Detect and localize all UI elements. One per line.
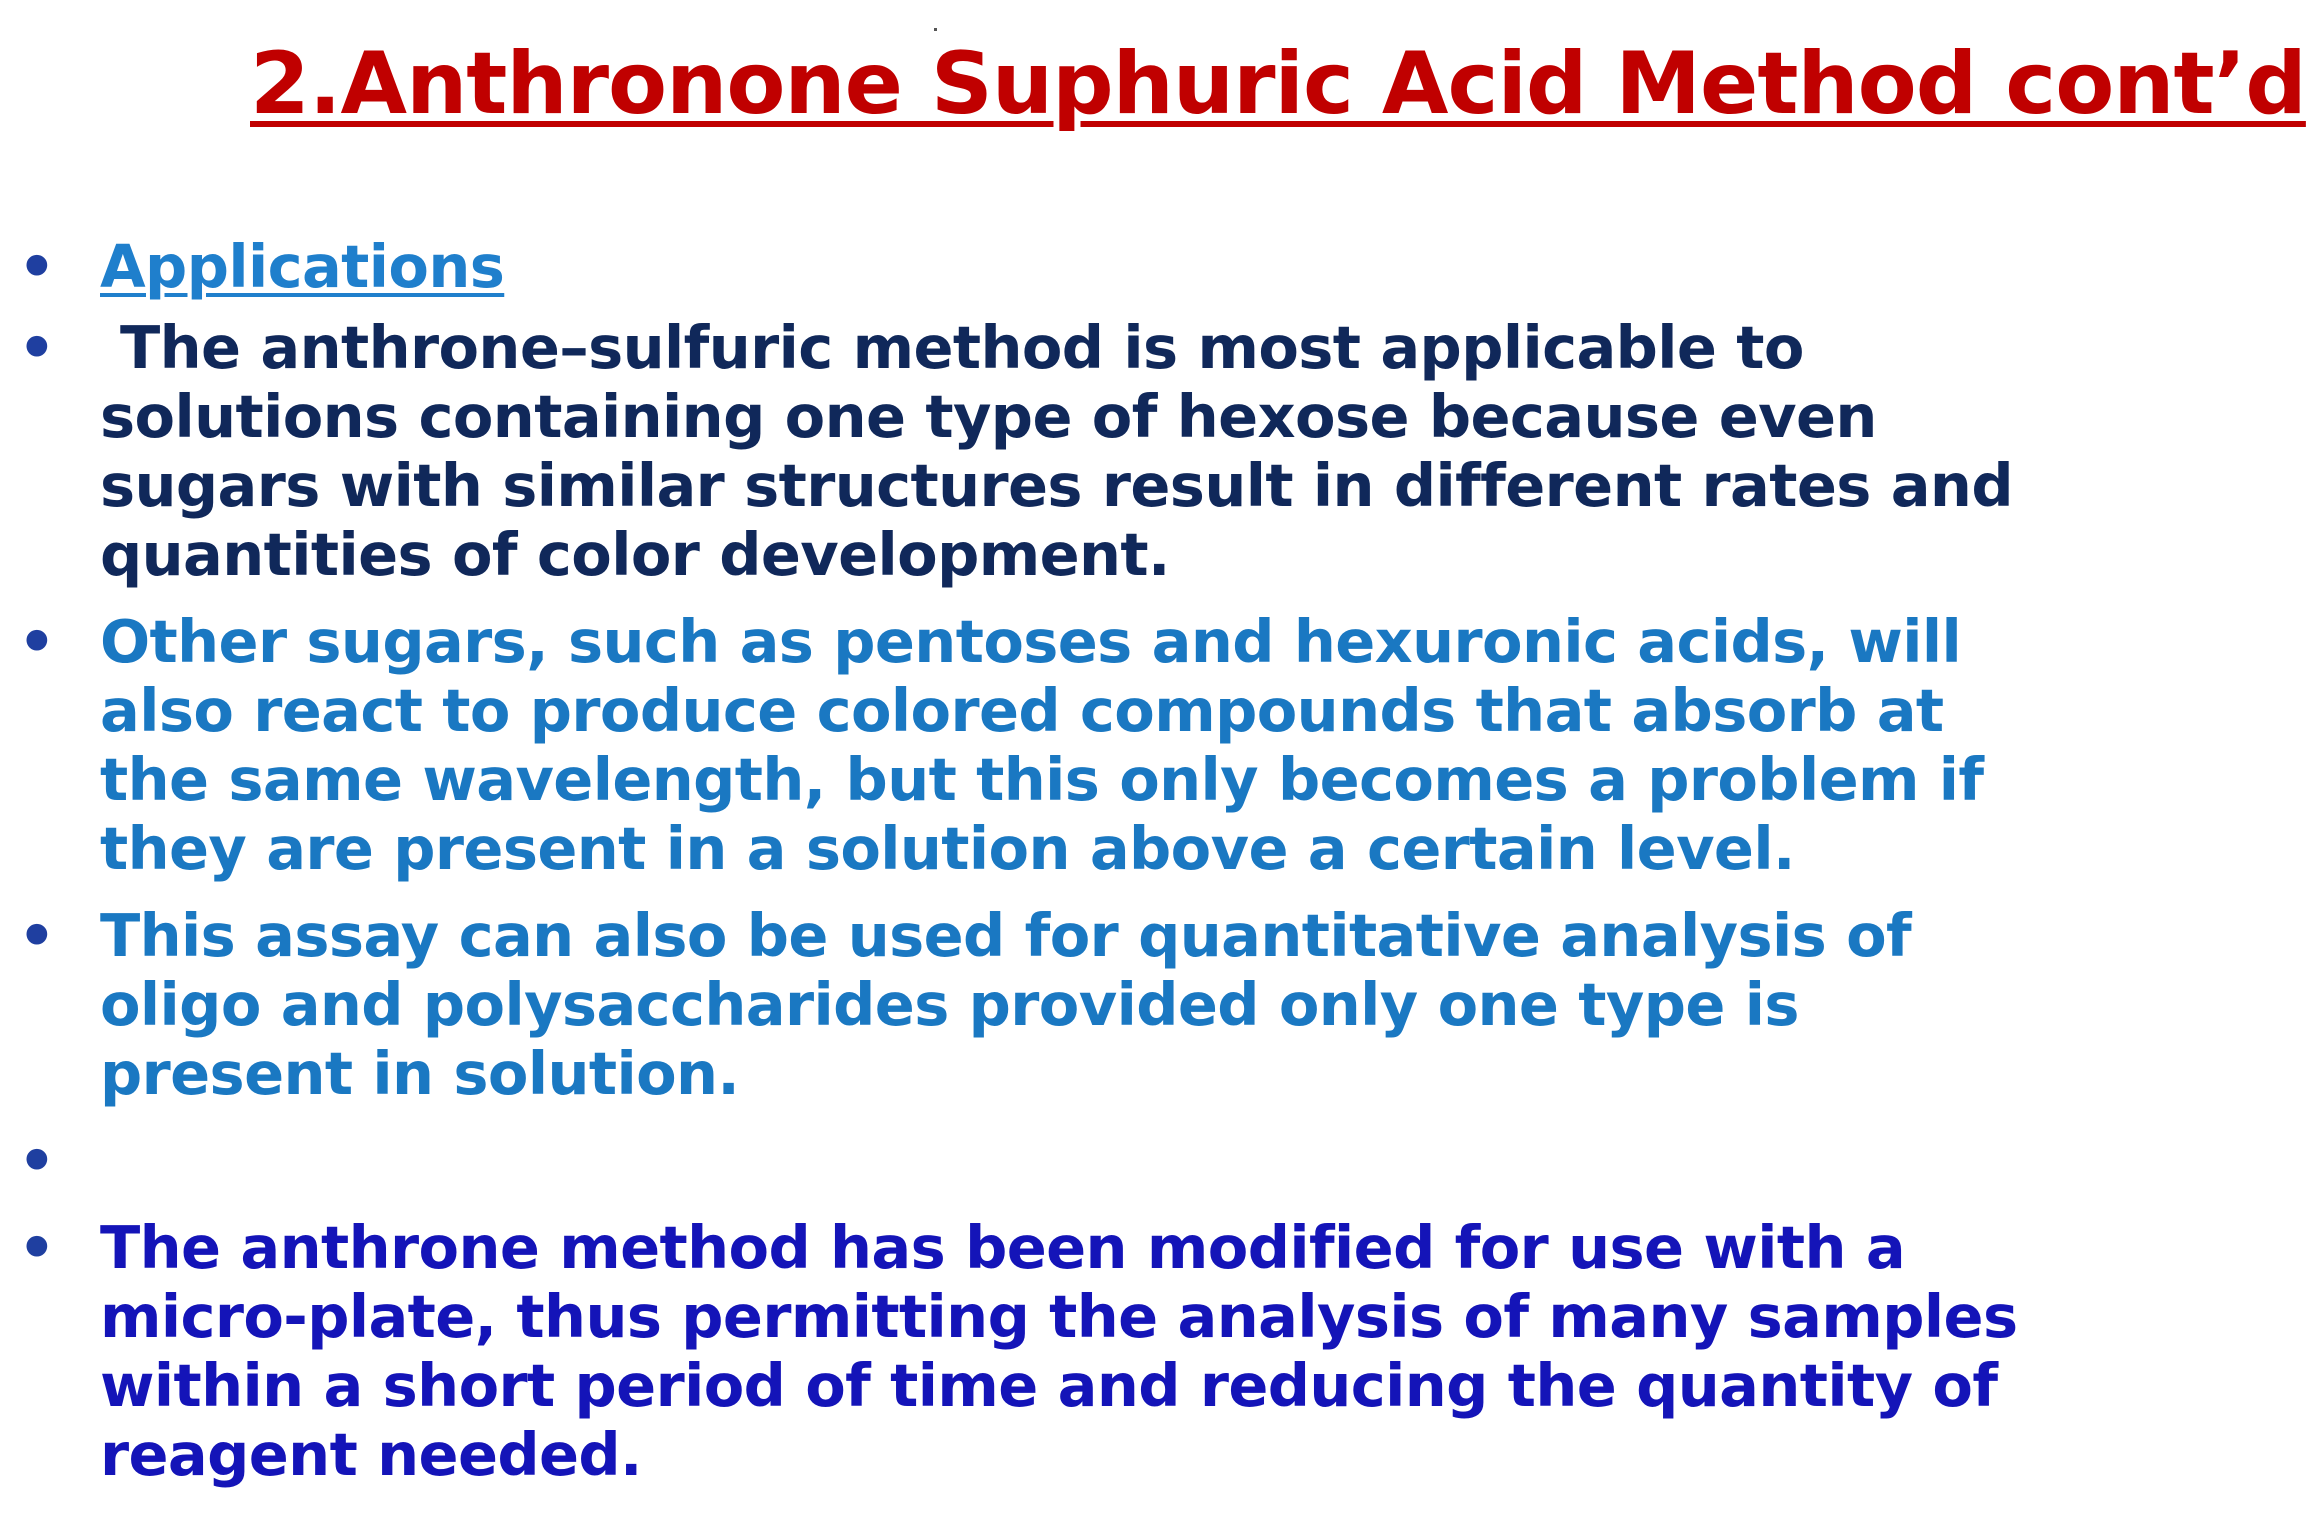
bullet-icon: • [18, 1126, 56, 1195]
slide-title: 2.Anthronone Suphuric Acid Method cont’d [250, 34, 2306, 134]
bullet-text: The anthrone method has been modified for use with a micro-plate, thus permitting the analysis of many samples within a short period of time and reducing the quantity of reagent needed. [100, 1213, 2018, 1489]
bullet-hexose-applicability [0, 313, 2048, 589]
bullet-icon: • [18, 1213, 56, 1282]
bullet-text: The anthrone–sulfuric method is most applicable to solutions containing one type of hexose because even sugars with similar structures result in different rates and quantities of color development. [100, 313, 2033, 589]
bullet-oligo-polysaccharides [0, 901, 2048, 1108]
bullet-applications-heading [0, 232, 2048, 301]
bullet-other-sugars [0, 607, 2048, 883]
bullet-text: Applications [100, 232, 505, 301]
stray-dot-mark [934, 28, 937, 31]
bullet-icon: • [18, 607, 56, 676]
bullet-list [0, 232, 2048, 1507]
bullet-empty [0, 1126, 2048, 1195]
bullet-icon: • [18, 901, 56, 970]
bullet-text: This assay can also be used for quantitative analysis of oligo and polysaccharides provided only one type is present in solution. [100, 901, 1912, 1108]
bullet-text: Other sugars, such as pentoses and hexuronic acids, will also react to produce colored compounds that absorb at the same wavelength, but this only becomes a problem if they are present in a solution above a certain level. [100, 607, 1984, 883]
bullet-icon: • [18, 232, 56, 301]
bullet-microplate-modification [0, 1213, 2048, 1489]
bullet-icon: • [18, 313, 56, 382]
